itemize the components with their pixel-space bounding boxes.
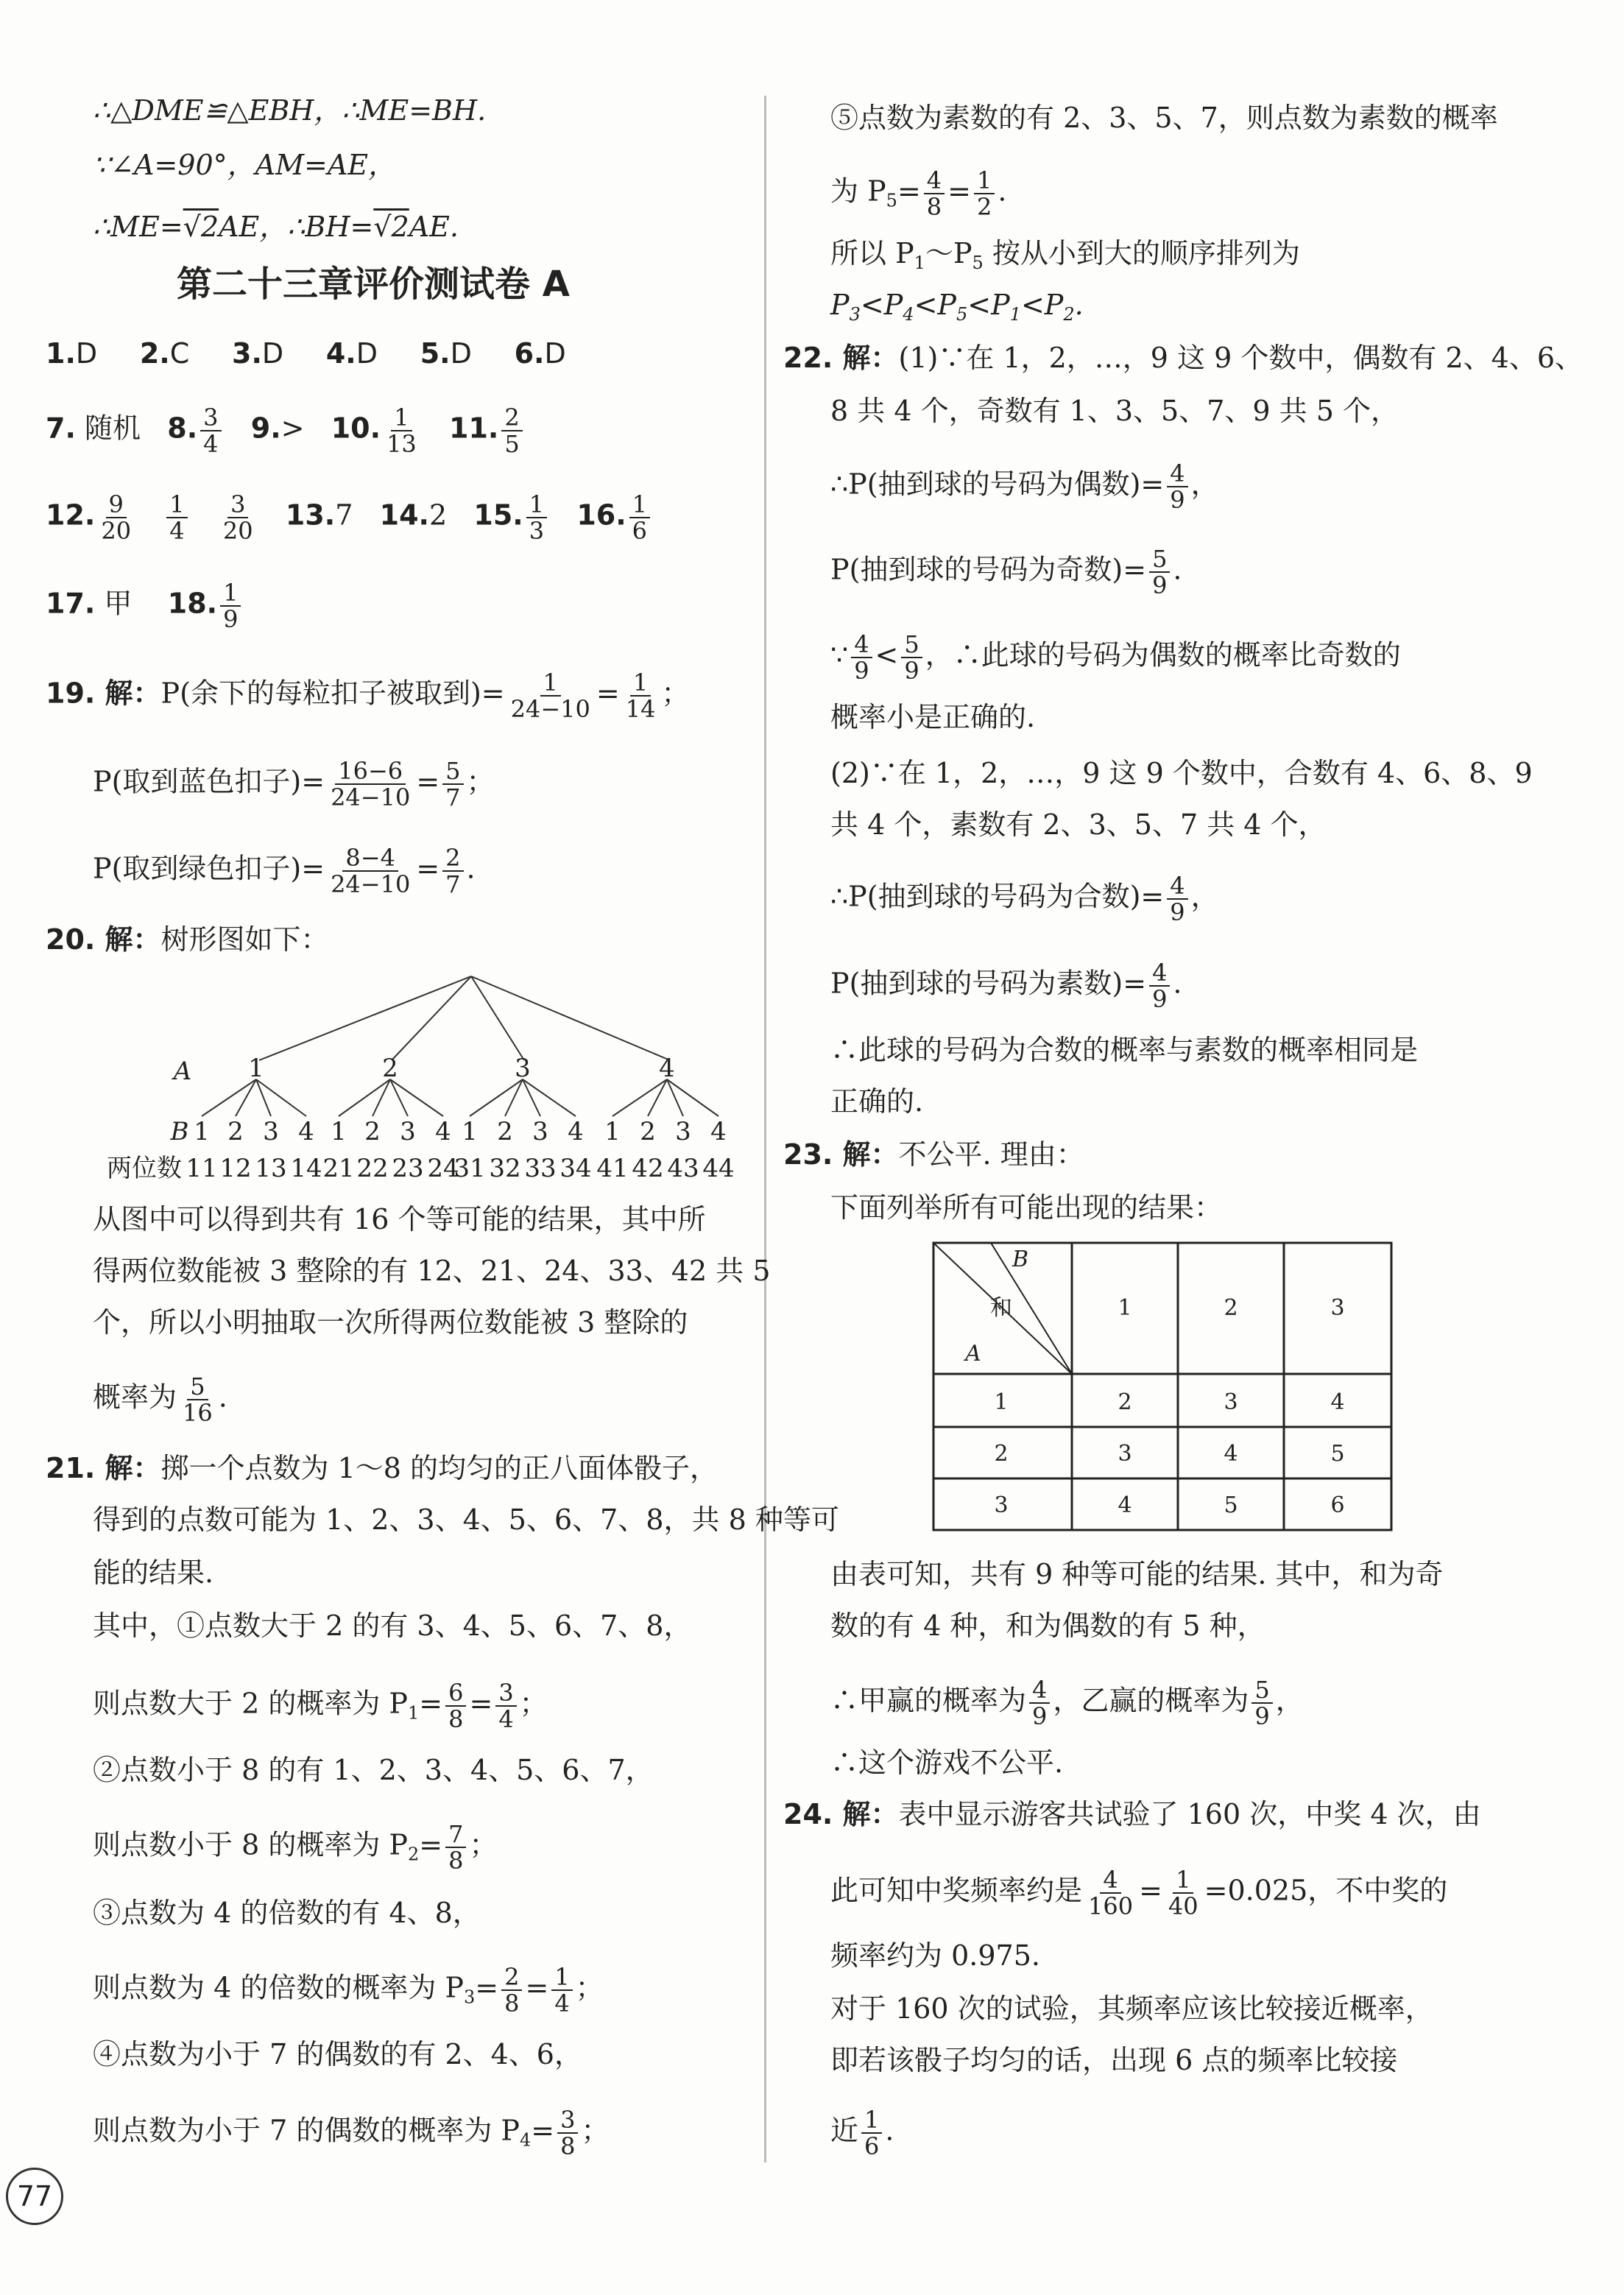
tree-node-b: 2 xyxy=(497,1117,513,1146)
tree-node-b: 1 xyxy=(604,1117,621,1146)
text-line: 即若该骰子均匀的话，出现 6 点的频率比较接 xyxy=(830,2044,1398,2076)
tree-node-b: 4 xyxy=(568,1117,584,1146)
table-cell: 4 xyxy=(1224,1441,1238,1467)
text-line: 则点数为 4 的倍数的概率为 $P_3=$ $\frac{2}{8}$ = $\frac{1}{4}$ ； xyxy=(93,1963,604,2017)
tree-node-b: 4 xyxy=(435,1117,451,1146)
table-row-header: 1 xyxy=(994,1389,1009,1415)
tree-node-a: 2 xyxy=(382,1054,398,1083)
table-header-sum: 和 xyxy=(990,1295,1012,1321)
text-line: ⑤点数为素数的有 2、3、5、7，则点数为素数的概率 xyxy=(830,102,1498,134)
q20-line1: 20. 解：树形图如下： xyxy=(46,923,329,956)
table-cell: 3 xyxy=(1118,1441,1132,1467)
column-divider xyxy=(764,96,766,2162)
tree-node-b: 2 xyxy=(364,1117,381,1146)
tree-number: 23 xyxy=(392,1154,424,1183)
text-line: ∴这个游戏不公平. xyxy=(830,1746,1064,1779)
tree-number: 21 xyxy=(322,1154,355,1183)
tree-number: 44 xyxy=(702,1154,735,1183)
table-row-header: 3 xyxy=(994,1492,1009,1518)
tree-number: 41 xyxy=(596,1154,629,1183)
answers-12-16: 12. $\frac{9}{20}$ $\frac{1}{4}$ $\frac{3}{20}$ 13.7 14.2 15. $\frac{1}{3}$ 16. $\frac{1}{6}$ xyxy=(46,492,653,543)
tree-number: 13 xyxy=(255,1154,287,1183)
text-line: 数的有 4 种，和为偶数的有 5 种， xyxy=(830,1610,1265,1642)
text-line: ∵ $\frac{4}{9}$ < $\frac{5}{9}$ ，∴此球的号码为偶数的概率比奇数的 xyxy=(830,630,1401,685)
tree-number: 14 xyxy=(290,1154,322,1183)
text-line: 对于 160 次的试验，其频率应该比较接近概率， xyxy=(830,1992,1433,2025)
table-cell: 5 xyxy=(1224,1492,1238,1518)
tree-node-a: 3 xyxy=(515,1054,531,1083)
q22-line1: 22. 解：(1)∵在 1，2，…，9 这 9 个数中，偶数有 2、4、6、 xyxy=(783,342,1584,374)
page-number: 77 xyxy=(6,2168,63,2225)
text-line: $P_3<P_4<P_5<P_1<P_2$. xyxy=(830,289,1084,325)
tree-row-label: 两位数 xyxy=(107,1154,182,1183)
text-line: ③点数为 4 的倍数的有 4、8， xyxy=(93,1897,481,1929)
tree-node-a: 4 xyxy=(659,1054,675,1083)
tree-node-b: 4 xyxy=(710,1117,727,1146)
tree-number: 42 xyxy=(632,1154,664,1183)
text-line: 概率为 $\frac{5}{16}$ . xyxy=(93,1372,227,1427)
q24-line1: 24. 解：表中显示游客共试验了 160 次，中奖 4 次，由 xyxy=(783,1798,1481,1830)
text-line: 个，所以小明抽取一次所得两位数能被 3 整除的 xyxy=(93,1306,688,1339)
tree-diagram xyxy=(88,969,751,1190)
tree-number: 31 xyxy=(453,1154,486,1183)
text-line: ∴P(抽到球的号码为偶数)= $\frac{4}{9}$ ， xyxy=(830,459,1219,514)
text-line: 则点数小于 8 的概率为 $P_2=$ $\frac{7}{8}$ ； xyxy=(93,1820,498,1875)
tree-node-b: 2 xyxy=(227,1117,244,1146)
q19-line2: P(取到蓝色扣子)= $\frac{16-6}{24-10}$ = $\frac{5}{7}$ ； xyxy=(93,757,495,811)
text-line: 为 $P_5=$ $\frac{4}{8}$ = $\frac{1}{2}$ . xyxy=(830,166,1007,221)
tree-number: 12 xyxy=(219,1154,252,1183)
table-cell: 5 xyxy=(1330,1441,1345,1467)
tree-node-b: 3 xyxy=(263,1117,279,1146)
tree-node-b: 3 xyxy=(532,1117,548,1146)
text-line: ∴ME=√2AE，∴BH=√2AE. xyxy=(93,211,459,243)
text-line: 其中，①点数大于 2 的有 3、4、5、6、7、8， xyxy=(93,1610,692,1642)
text-line: ∴此球的号码为合数的概率与素数的概率相同是 xyxy=(830,1034,1419,1066)
text-line: ∴甲赢的概率为 $\frac{4}{9}$ ，乙赢的概率为 $\frac{5}{9}$ ， xyxy=(830,1676,1304,1730)
q21-line1: 21. 解：掷一个点数为 1～8 的均匀的正八面体骰子， xyxy=(46,1452,719,1484)
q19-line3: P(取到绿色扣子)= $\frac{8-4}{24-10}$ = $\frac{2}{7}$ . xyxy=(93,844,476,898)
text-line: ∴△DME≌△EBH，∴ME=BH. xyxy=(93,94,487,127)
text-line: 正确的. xyxy=(830,1085,924,1118)
text-line: ∴P(抽到球的号码为合数)= $\frac{4}{9}$ ， xyxy=(830,872,1219,926)
table-col-header: 1 xyxy=(1118,1295,1132,1321)
text-line: 8 共 4 个，奇数有 1、3、5、7、9 共 5 个， xyxy=(830,395,1399,427)
table-row-header: 2 xyxy=(994,1441,1009,1467)
table-cell: 3 xyxy=(1224,1389,1238,1415)
tree-node-b: 1 xyxy=(331,1117,347,1146)
sum-table xyxy=(932,1241,1396,1536)
text-line: ④点数为小于 7 的偶数的有 2、4、6， xyxy=(93,2038,582,2070)
tree-label-a: A xyxy=(173,1057,192,1086)
tree-number: 43 xyxy=(667,1154,699,1183)
text-line: 频率约为 0.975. xyxy=(830,1939,1040,1972)
text-line: 近 $\frac{1}{6}$ . xyxy=(830,2106,894,2160)
section-title: 第二十三章评价测试卷 A xyxy=(177,264,570,305)
text-line: 能的结果. xyxy=(93,1557,214,1589)
text-line: 得到的点数可能为 1、2、3、4、5、6、7、8，共 8 种等可 xyxy=(93,1503,839,1536)
table-cell: 6 xyxy=(1330,1492,1345,1518)
table-header-b: B xyxy=(1012,1247,1029,1272)
text-line: 此可知中奖频率约是 $\frac{4}{160}$ = $\frac{1}{40}$ =0.025，不中奖的 xyxy=(830,1866,1448,1920)
text-line: 由表可知，共有 9 种等可能的结果. 其中，和为奇 xyxy=(830,1558,1444,1590)
text-line: P(抽到球的号码为素数)= $\frac{4}{9}$ . xyxy=(830,959,1182,1013)
table-col-header: 3 xyxy=(1330,1295,1345,1321)
text-line: 概率小是正确的. xyxy=(830,701,1036,733)
tree-number: 11 xyxy=(186,1154,218,1183)
text-line: 所以 $P_1\sim P_5$ 按从小到大的顺序排列为 xyxy=(830,237,1300,273)
tree-node-b: 4 xyxy=(298,1117,314,1146)
text-line: 共 4 个，素数有 2、3、5、7 共 4 个， xyxy=(830,808,1327,841)
text-line: ∵∠A=90°，AM=AE， xyxy=(93,149,397,181)
text-line: P(抽到球的号码为奇数)= $\frac{5}{9}$ . xyxy=(830,545,1182,599)
text-line: 从图中可以得到共有 16 个等可能的结果，其中所 xyxy=(93,1203,706,1235)
tree-number: 33 xyxy=(524,1154,557,1183)
tree-number: 22 xyxy=(356,1154,389,1183)
tree-number: 24 xyxy=(427,1154,459,1183)
tree-number: 32 xyxy=(489,1154,521,1183)
text-line: ②点数小于 8 的有 1、2、3、4、5、6、7， xyxy=(93,1754,654,1786)
answers-17-18: 17. 甲 18. $\frac{1}{9}$ xyxy=(46,580,244,632)
q23-line1: 23. 解：不公平. 理由： xyxy=(783,1138,1084,1171)
text-line: 则点数大于 2 的概率为 $P_1=$ $\frac{6}{8}$ = $\frac{3}{4}$ ； xyxy=(93,1679,548,1733)
text-line: 得两位数能被 3 整除的有 12、21、24、33、42 共 5 xyxy=(93,1255,771,1287)
answers-1-6: 1.D 2.C 3.D 4.D 5.D 6.D xyxy=(46,337,566,370)
tree-node-a: 1 xyxy=(248,1054,264,1083)
table-header-a: A xyxy=(965,1341,981,1367)
tree-node-b: 3 xyxy=(675,1117,691,1146)
q19-line1: 19. 解：P(余下的每粒扣子被取到)= $\frac{1}{24-10}$ = $\frac{1}{14}$ ； xyxy=(46,669,690,723)
text-line: 下面列举所有可能出现的结果： xyxy=(830,1191,1223,1224)
answers-7-11: 7. 随机 8. $\frac{3}{4}$ 9.> 10. $\frac{1}{13}$ 11. $\frac{2}{5}$ xyxy=(46,405,526,456)
tree-number: 34 xyxy=(559,1154,592,1183)
table-cell: 4 xyxy=(1118,1492,1132,1518)
tree-node-b: 1 xyxy=(462,1117,478,1146)
tree-node-b: 2 xyxy=(640,1117,656,1146)
tree-node-b: 1 xyxy=(194,1117,210,1146)
text-line: 则点数为小于 7 的偶数的概率为 $P_4=$ $\frac{3}{8}$ ； xyxy=(93,2106,610,2160)
table-cell: 4 xyxy=(1330,1389,1345,1415)
table-cell: 2 xyxy=(1118,1389,1132,1415)
tree-node-b: 3 xyxy=(400,1117,416,1146)
table-col-header: 2 xyxy=(1224,1295,1238,1321)
text-line: (2)∵在 1，2，…，9 这 9 个数中，合数有 4、6、8、9 xyxy=(830,757,1533,789)
tree-label-b: B xyxy=(170,1117,189,1146)
